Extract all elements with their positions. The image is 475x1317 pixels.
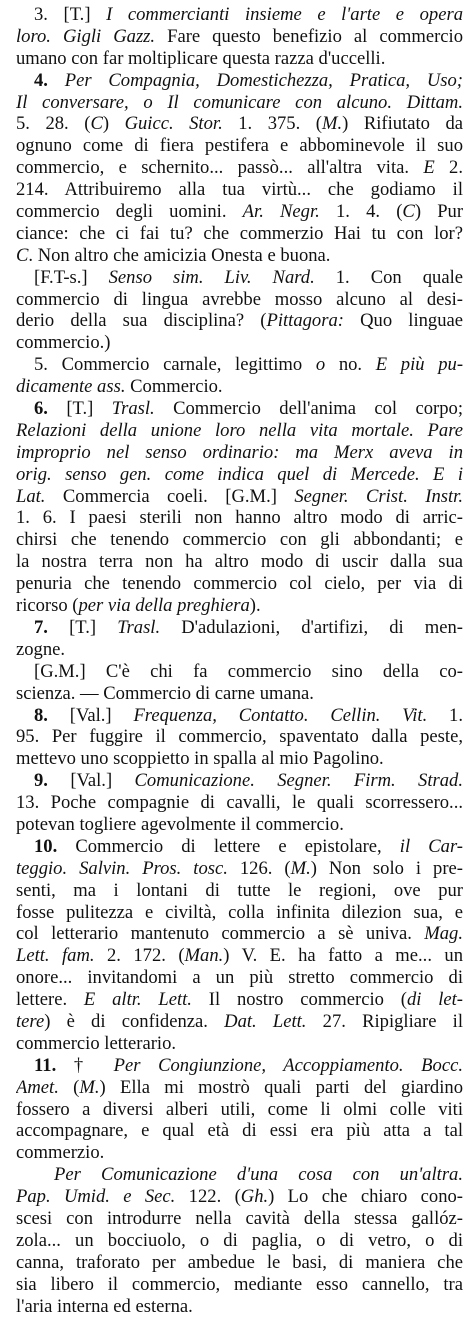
text-segment: col letterario mantenuto commercio a sè univa.	[16, 923, 425, 945]
text-line	[16, 1142, 463, 1164]
text-line	[16, 1230, 463, 1252]
text-segment: orig. senso gen. come indica quel di Mercede. E i	[16, 463, 463, 485]
text-line	[16, 551, 463, 573]
text-segment: il Car-	[399, 835, 463, 857]
dictionary-page	[16, 4, 463, 1317]
text-line	[16, 1186, 463, 1208]
text-segment: per via della preghiera	[78, 595, 250, 617]
text-segment: zogne.	[16, 638, 66, 660]
text-segment: ) Rifiutato da	[342, 113, 463, 135]
text-segment: ).	[249, 595, 261, 617]
text-line	[16, 1055, 463, 1077]
text-line	[16, 135, 463, 157]
text-segment: M.	[321, 113, 343, 135]
text-segment: 5. 28. (	[16, 113, 91, 135]
text-line	[16, 1120, 463, 1142]
text-segment: 27. Ripigliare il	[306, 1010, 463, 1032]
text-segment: Lett. fam.	[16, 945, 95, 967]
text-segment: commercio degli uomini.	[16, 201, 243, 223]
text-segment: senti, ma i lontani di tutte le regioni, ove pur	[16, 879, 463, 901]
text-segment: M.	[290, 857, 311, 879]
text-line	[16, 486, 463, 508]
text-segment: Comunicazione. Segner. Firm. Strad.	[134, 770, 463, 792]
text-segment: Per Comunicazione d'una cosa con un'altra.	[54, 1164, 463, 1186]
text-segment: o	[315, 354, 326, 376]
text-segment: Per Congiunzione, Accoppiamento. Bocc.	[113, 1054, 463, 1076]
text-segment: Fare questo benefizio al commercio	[155, 25, 463, 47]
text-segment: C	[90, 113, 103, 135]
text-segment: Commercia coeli. [G.M.]	[45, 485, 295, 507]
text-line	[16, 1296, 463, 1317]
text-line	[16, 529, 463, 551]
text-segment: E più pu-	[375, 354, 463, 376]
text-segment: 6.	[34, 398, 67, 420]
text-segment: )	[102, 113, 125, 135]
text-segment: ) Pur	[414, 201, 463, 223]
text-segment: mettevo uno scoppietto in spalla al mio Pagolino.	[16, 748, 384, 770]
text-segment: Commercio.	[125, 376, 223, 398]
text-segment: [Val.]	[70, 770, 135, 792]
text-line	[16, 1274, 463, 1296]
text-segment: di let-	[406, 989, 463, 1011]
text-line	[16, 1011, 463, 1033]
text-segment: lettere.	[16, 989, 84, 1011]
text-segment: Trasl.	[117, 616, 161, 638]
text-segment: 11.	[34, 1054, 74, 1076]
text-segment: 5. Commercio carnale, legittimo	[34, 354, 316, 376]
text-line	[16, 289, 463, 311]
text-segment: Guicc. Stor.	[124, 113, 223, 135]
text-segment: no.	[325, 354, 376, 376]
text-segment: canna, traforato per ambedue le basi, di maniera che	[16, 1251, 463, 1273]
text-segment: 4.	[34, 69, 65, 91]
text-segment: commercio, e schernito... passò... all'altra vita.	[16, 157, 424, 179]
text-segment: chirsi che tenendo commercio con gli abbondanti; e	[16, 529, 463, 551]
text-line	[16, 989, 463, 1011]
text-segment: Lat.	[16, 485, 46, 507]
text-line	[16, 332, 463, 354]
text-segment: D'adulazioni, d'artifizi, di men-	[160, 616, 463, 638]
text-segment: ) Lo che chiaro cono-	[268, 1186, 463, 1208]
text-segment: Ar. Negr.	[242, 201, 320, 223]
text-segment: Il conversare, o Il comunicare con alcuno. Dittam.	[16, 91, 463, 113]
text-line	[16, 1033, 463, 1055]
text-segment: Mag.	[424, 923, 463, 945]
text-segment: Relazioni della unione loro nella vita mortale. Pare	[16, 419, 463, 441]
text-segment: fossero a diversi alberi utili, come li olmi colle viti	[16, 1098, 463, 1120]
text-line	[16, 858, 463, 880]
text-segment: Man.	[184, 945, 224, 967]
text-segment: [T.]	[69, 616, 118, 638]
text-segment: Per Compagnia, Domestichezza, Pratica, Uso;	[64, 69, 463, 91]
text-segment: tere	[16, 1010, 45, 1032]
text-segment: dicamente ass.	[16, 376, 126, 398]
text-segment: Pittagora:	[266, 310, 344, 332]
text-segment: onore... invitandomi a un più stretto commercio di	[16, 967, 463, 989]
text-segment: ) Non solo i pre-	[310, 857, 463, 879]
text-segment: C	[402, 201, 415, 223]
text-line	[16, 376, 463, 398]
text-line	[16, 201, 463, 223]
text-line	[16, 92, 463, 114]
text-segment: 1. 6. I paesi sterili non hanno altro modo di arric-	[16, 507, 463, 529]
text-line	[16, 48, 463, 70]
text-line	[16, 310, 463, 332]
text-line	[16, 902, 463, 924]
text-segment: la nostra terra non ha altro modo di uscir dalla sua	[16, 551, 463, 573]
text-segment: 126. (	[227, 857, 291, 879]
text-line	[16, 442, 463, 464]
text-segment: Segner. Crist. Instr.	[294, 485, 463, 507]
text-segment: sia libero il commercio, mediante esso cannello, tra	[16, 1273, 463, 1295]
text-line	[16, 683, 463, 705]
text-line	[16, 923, 463, 945]
text-segment: ciance: che ci fai tu? che commerzio Hai tu con lor?	[16, 222, 463, 244]
text-segment: improprio nel senso ordinario: ma Merx aveva in	[16, 441, 463, 463]
text-segment: 214. Attribuiremo alla tua virtù... che godiamo il	[16, 179, 463, 201]
text-line	[16, 1099, 463, 1121]
text-segment: 1.	[427, 704, 463, 726]
text-segment: †	[73, 1054, 114, 1076]
text-segment: 2.	[434, 157, 463, 179]
text-line	[16, 836, 463, 858]
text-segment: derio della sua disciplina? (	[16, 310, 267, 332]
text-line	[16, 1208, 463, 1230]
text-line	[16, 245, 463, 267]
text-segment: Quo linguae	[343, 310, 463, 332]
text-line	[16, 113, 463, 135]
text-line	[16, 507, 463, 529]
text-line	[16, 464, 463, 486]
text-line	[16, 1252, 463, 1274]
text-segment: ricorso (	[16, 595, 79, 617]
text-segment: [G.M.] C'è chi fa commercio sino della co-	[34, 660, 463, 682]
text-segment: Senso sim. Liv. Nard.	[108, 266, 315, 288]
text-segment: commerzio.	[16, 1142, 105, 1164]
text-line	[16, 354, 463, 376]
text-segment: ) è di confidenza.	[44, 1010, 225, 1032]
text-segment: commercio letterario.	[16, 1032, 177, 1054]
text-line	[16, 639, 463, 661]
text-segment: ) V. E. ha fatto a me... un	[223, 945, 463, 967]
text-segment: 122. (	[175, 1186, 241, 1208]
text-segment: Dat. Lett.	[224, 1010, 307, 1032]
text-segment: Il nostro commercio (	[191, 989, 407, 1011]
text-segment: Gh.	[240, 1186, 269, 1208]
text-line	[16, 792, 463, 814]
text-segment: l'aria interna ed esterna.	[16, 1295, 193, 1317]
text-segment: 10.	[34, 835, 76, 857]
text-segment: 2. 172. (	[94, 945, 185, 967]
text-line	[16, 70, 463, 92]
text-segment: Commercio dell'anima col corpo;	[154, 398, 463, 420]
text-segment: 95. Per fuggire il commercio, spaventato dalla peste,	[16, 726, 463, 748]
text-segment: umano con far moltiplicare questa razza d'uccelli.	[16, 47, 386, 69]
text-segment: [T.]	[66, 398, 112, 420]
text-segment: E altr. Lett.	[83, 989, 192, 1011]
text-segment: penuria che tenendo commercio col cielo, per via di	[16, 573, 463, 595]
text-segment: Trasl.	[111, 398, 155, 420]
text-line	[16, 880, 463, 902]
text-line	[16, 748, 463, 770]
text-line	[16, 420, 463, 442]
text-segment: [Val.]	[69, 704, 134, 726]
text-segment: C	[16, 244, 29, 266]
text-line	[16, 573, 463, 595]
text-line	[16, 223, 463, 245]
text-line	[16, 661, 463, 683]
text-line	[16, 157, 463, 179]
text-line	[16, 26, 463, 48]
text-line	[16, 1164, 463, 1186]
text-segment: ognuno come di fiera pestifera e abbominevole il suo	[16, 135, 463, 157]
text-segment: 7.	[34, 616, 70, 638]
text-segment: Pap. Umid. e Sec.	[16, 1186, 176, 1208]
text-segment: (	[58, 1076, 80, 1098]
text-segment: zola... un bocciuolo, o di paglia, o di vetro, o di	[16, 1229, 463, 1251]
text-line	[16, 1077, 463, 1099]
text-segment: scesi con introdurre nella cavità della stessa gallóz-	[16, 1207, 463, 1229]
text-segment: 8.	[34, 704, 70, 726]
text-segment: 9.	[34, 770, 71, 792]
text-line	[16, 770, 463, 792]
text-line	[16, 398, 463, 420]
text-line	[16, 705, 463, 727]
text-line	[16, 945, 463, 967]
text-segment: commercio di lingua avrebbe mosso alcuno al desi-	[16, 288, 463, 310]
text-segment: accompagnare, e qual età di essi era più atta a tal	[16, 1120, 463, 1142]
text-segment: Commercio di lettere e epistolare,	[75, 835, 400, 857]
text-line	[16, 814, 463, 836]
text-segment: commercio.)	[16, 332, 111, 354]
text-segment: Amet.	[16, 1076, 59, 1098]
text-line	[16, 179, 463, 201]
text-line	[16, 4, 463, 26]
text-line	[16, 617, 463, 639]
text-line	[16, 267, 463, 289]
text-segment: fosse pulitezza e civiltà, colla infinita dilezion sua, e	[16, 901, 463, 923]
text-segment: ) Ella mi mostrò quali parti del giardino	[99, 1076, 463, 1098]
text-segment: M.	[79, 1076, 100, 1098]
text-line	[16, 595, 463, 617]
text-segment: 1. 4. (	[319, 201, 403, 223]
text-segment: . Non altro che amicizia Onesta e buona.	[28, 244, 331, 266]
text-segment: loro. Gigli Gazz.	[16, 25, 156, 47]
text-segment: 1. Con quale	[314, 266, 463, 288]
text-segment: 13. Poche compagnie di cavalli, le quali scorressero...	[16, 792, 463, 814]
text-segment: [F.T-s.]	[34, 266, 109, 288]
text-segment: potevan togliere agevolmente il commercio.	[16, 813, 344, 835]
text-line	[16, 726, 463, 748]
text-segment: I commercianti insieme e l'arte e opera	[106, 4, 463, 25]
text-segment: Frequenza, Contatto. Cellin. Vit.	[133, 704, 428, 726]
text-segment: 1. 375. (	[222, 113, 322, 135]
text-segment: 3. [T.]	[34, 4, 107, 25]
text-segment: scienza. — Commercio di carne umana.	[16, 682, 314, 704]
text-segment: E	[423, 157, 435, 179]
text-line	[16, 967, 463, 989]
text-segment: teggio. Salvin. Pros. tosc.	[16, 857, 228, 879]
